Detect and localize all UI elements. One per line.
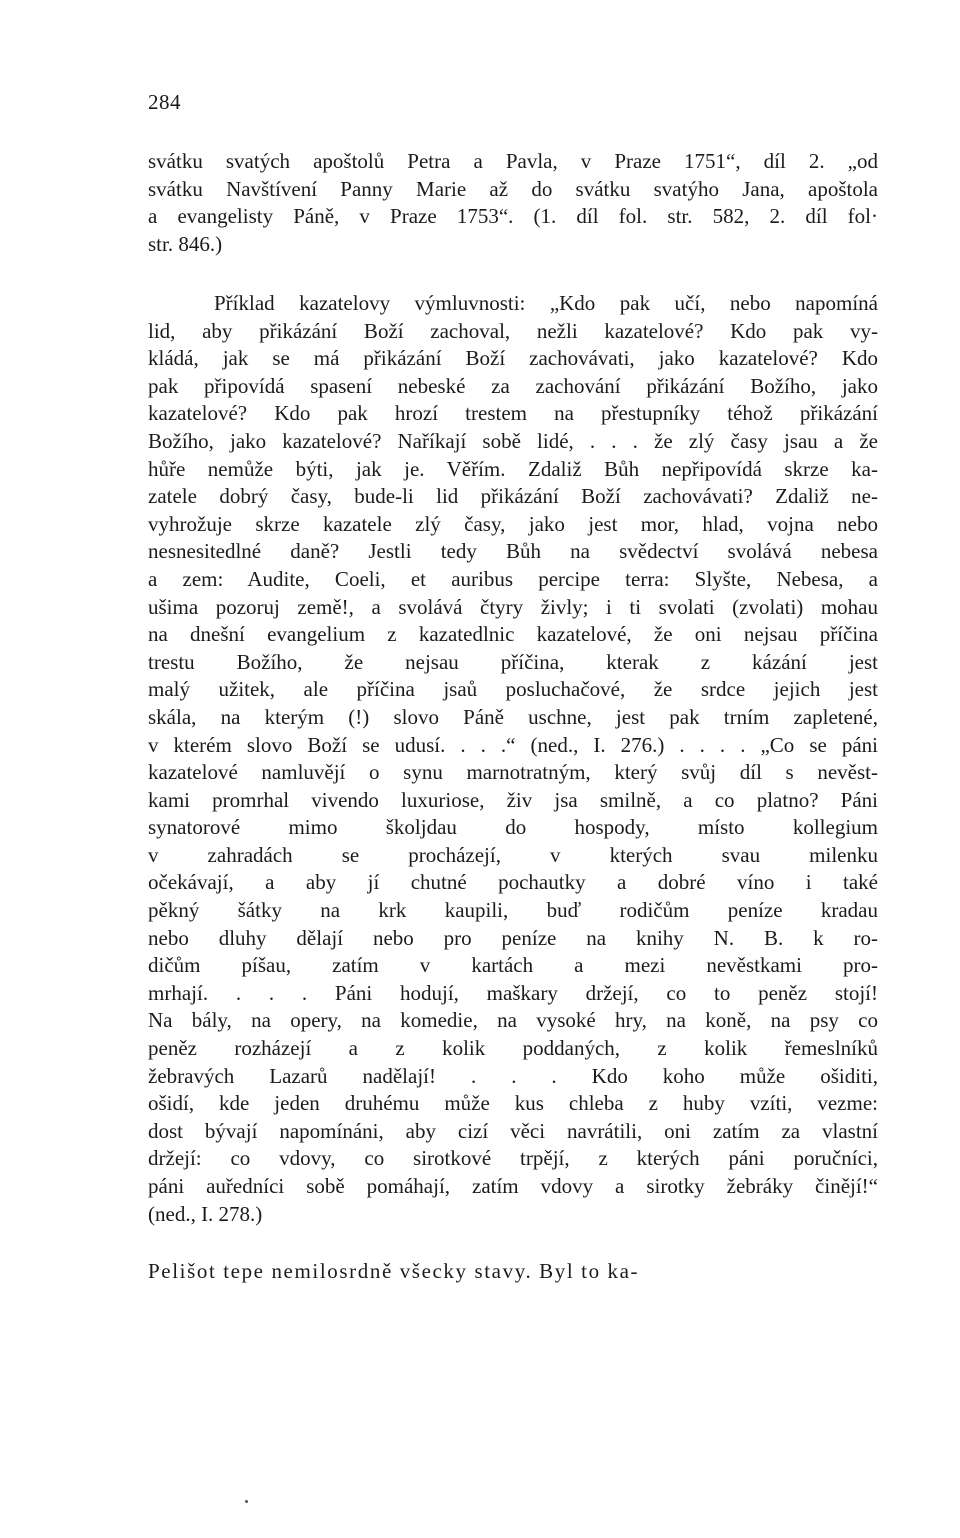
text-line: kami promrhal vivendo luxuriose, živ jsa smilně, a co platno? Páni — [148, 787, 878, 812]
text-line: svátku svatých apoštolů Petra a Pavla, v Praze 1751“, díl 2. „od — [148, 149, 878, 173]
text-line: nebo dluhy dělají nebo pro peníze na knihy N. B. k ro- — [148, 925, 878, 950]
text-line: a zem: Audite, Coeli, et auribus percipe terra: Slyšte, Nebesa, a — [148, 566, 878, 591]
page-speck — [245, 1500, 248, 1503]
text-line: pěkný šátky na krk kaupili, buď rodičům peníze kradau — [148, 898, 878, 923]
text-line: lid, aby přikázání Boží zachoval, nežli kazatelové? Kdo pak vy- — [148, 318, 878, 343]
text-line: zatele dobrý časy, bude-li lid přikázání Boží zachovávati? Zdaliž ne- — [148, 484, 878, 509]
text-line: Božího, jako kazatelové? Naříkají sobě lidé, . . . že zlý časy jsau a že — [148, 428, 878, 453]
text-line: kládá, jak se má přikázání Boží zachovávati, jako kazatelové? Kdo — [148, 346, 878, 371]
page-number: 284 — [148, 90, 181, 114]
text-line: žebravých Lazarů nadělají! . . . Kdo koho může ošiditi, — [148, 1063, 878, 1088]
text-line: hůře nemůže býti, jak je. Věřím. Zdaliž Bůh nepřipovídá skrze ka- — [148, 456, 878, 481]
text-line: ušima pozoruj země!, a svolává čtyry živly; i ti svolati (zvolati) mohau — [148, 594, 878, 619]
text-line: na dnešní evangelium z kazatedlnic kazatelové, že oni nejsau příčina — [148, 622, 878, 647]
text-line: trestu Božího, že nejsau příčina, kterak z kázání jest — [148, 649, 878, 674]
text-line: synatorové mimo školjdau do hospody, místo kollegium — [148, 815, 878, 840]
text-line: a evangelisty Páně, v Praze 1753“. (1. díl fol. str. 582, 2. díl fol· — [148, 204, 878, 229]
text-line: v kterém slovo Boží se udusí. . . .“ (ned., I. 276.) . . . . „Co se páni — [148, 732, 878, 757]
text-line: nesnesitedlné daně? Jestli tedy Bůh na svědectví svolává nebesa — [148, 539, 878, 564]
text-line: svátku Navštívení Panny Marie až do svátku svatýho Jana, apoštola — [148, 176, 878, 201]
text-line: kazatelové? Kdo pak hrozí trestem na přestupníky téhož přikázání — [148, 401, 878, 426]
text-line: malý užitek, ale příčina jsaů posluchačové, že srdce jejich jest — [148, 677, 878, 702]
text-line: Příklad kazatelovy výmluvnosti: „Kdo pak učí, nebo napomíná — [214, 291, 878, 315]
closing-paragraph: Pelišot tepe nemilosrdně všecky stavy. Byl to ka- — [148, 1259, 640, 1283]
text-line: (ned., I. 278.) — [148, 1201, 263, 1226]
text-line: vyhrožuje skrze kazatele zlý časy, jako jest mor, hlad, vojna nebo — [148, 511, 878, 536]
text-line: dost bývají napomínáni, aby cizí věci navrátili, oni zatím za vlastní — [148, 1118, 878, 1143]
text-line: v zahradách se procházejí, v kterých svau milenku — [148, 842, 878, 867]
paragraph-citation — [148, 148, 878, 258]
text-line: páni auředníci sobě pomáhají, zatím vdovy a sirotky žebráky činějí!“ — [148, 1174, 878, 1198]
text-line: str. 846.) — [148, 231, 223, 256]
text-line: skála, na kterým (!) slovo Páně uschne, jest pak trním zapletené, — [148, 704, 878, 729]
text-line: mrhají. . . . Páni hodují, maškary držejí, co to peněz stojí! — [148, 980, 878, 1005]
text-line: pak připovídá spasení nebeské za zachování přikázání Božího, jako — [148, 373, 878, 398]
text-line: dičům píšau, zatím v kartách a mezi nevěstkami pro- — [148, 953, 878, 978]
text-line: očekávají, a aby jí chutné pochautky a dobré víno i také — [148, 870, 878, 895]
text-line: kazatelové namluvějí o synu marnotratným, který svůj díl s nevěst- — [148, 760, 878, 785]
text-line: peněz rozházejí a z kolik poddaných, z kolik řemeslníků — [148, 1036, 878, 1061]
text-line: ošidí, kde jeden druhému může kus chleba z huby vzíti, vezme: — [148, 1091, 878, 1116]
paragraph-example — [148, 290, 878, 1228]
text-line: Na bály, na opery, na komedie, na vysoké hry, na koně, na psy co — [148, 1008, 878, 1033]
text-line: držejí: co vdovy, co sirotkové trpějí, z kterých páni poručníci, — [148, 1146, 878, 1171]
